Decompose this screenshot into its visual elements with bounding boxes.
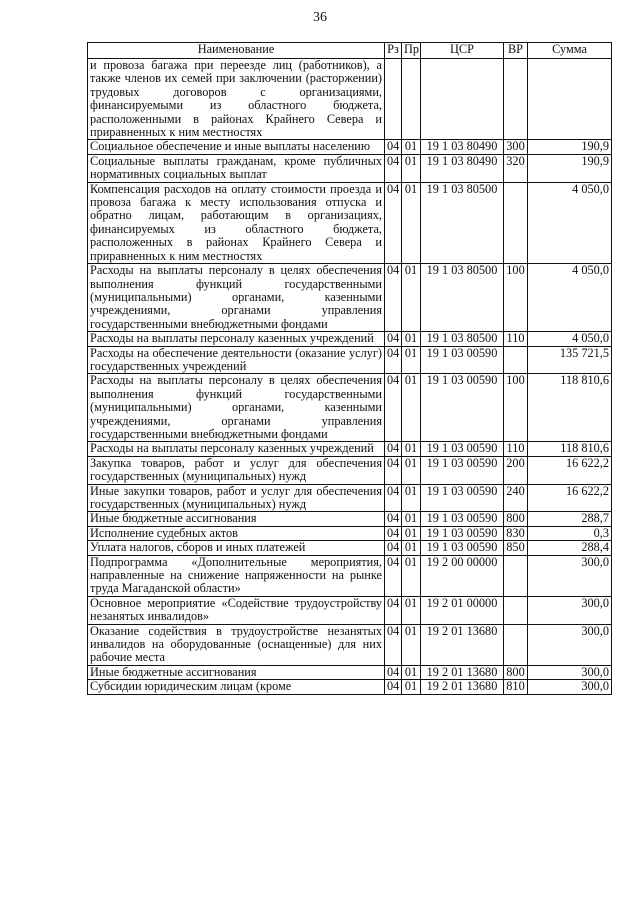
cell-rz: 04 bbox=[385, 140, 402, 154]
cell-pr: 01 bbox=[402, 555, 421, 596]
cell-name: Исполнение судебных актов bbox=[88, 526, 385, 540]
cell-pr: 01 bbox=[402, 264, 421, 332]
cell-rz bbox=[385, 59, 402, 140]
cell-csr: 19 1 03 80490 bbox=[421, 154, 504, 182]
cell-csr: 19 2 01 13680 bbox=[421, 624, 504, 665]
cell-sum: 4 050,0 bbox=[528, 264, 612, 332]
cell-csr: 19 2 01 13680 bbox=[421, 680, 504, 694]
table-row bbox=[88, 140, 612, 154]
cell-rz: 04 bbox=[385, 512, 402, 526]
table-row bbox=[88, 596, 612, 624]
cell-name: Социальное обеспечение и иные выплаты населению bbox=[88, 140, 385, 154]
table-row bbox=[88, 332, 612, 346]
cell-sum: 190,9 bbox=[528, 154, 612, 182]
cell-sum: 300,0 bbox=[528, 665, 612, 679]
header-sum: Сумма bbox=[528, 43, 612, 59]
cell-pr: 01 bbox=[402, 456, 421, 484]
cell-sum: 118 810,6 bbox=[528, 442, 612, 456]
cell-vr: 830 bbox=[504, 526, 528, 540]
table-row bbox=[88, 154, 612, 182]
cell-pr: 01 bbox=[402, 182, 421, 263]
cell-csr: 19 1 03 00590 bbox=[421, 456, 504, 484]
header-name: Наименование bbox=[88, 43, 385, 59]
cell-vr: 110 bbox=[504, 332, 528, 346]
cell-pr: 01 bbox=[402, 680, 421, 694]
cell-vr bbox=[504, 59, 528, 140]
cell-pr: 01 bbox=[402, 624, 421, 665]
cell-rz: 04 bbox=[385, 624, 402, 665]
cell-csr: 19 1 03 00590 bbox=[421, 484, 504, 512]
cell-name: Расходы на обеспечение деятельности (оказание услуг) государственных учреждений bbox=[88, 346, 385, 374]
cell-name: и провоза багажа при переезде лиц (работников), а также членов их семей при заключении (расторжении) трудовых договоров с организациями, финансируемыми из областного бюджета, расположенными в районах Крайнего Севера и приравненных к ним местностях bbox=[88, 59, 385, 140]
cell-pr: 01 bbox=[402, 526, 421, 540]
cell-sum: 190,9 bbox=[528, 140, 612, 154]
cell-pr: 01 bbox=[402, 140, 421, 154]
cell-csr: 19 1 03 00590 bbox=[421, 442, 504, 456]
cell-vr: 110 bbox=[504, 442, 528, 456]
cell-rz: 04 bbox=[385, 346, 402, 374]
cell-pr: 01 bbox=[402, 512, 421, 526]
cell-rz: 04 bbox=[385, 541, 402, 555]
cell-csr: 19 1 03 00590 bbox=[421, 512, 504, 526]
cell-pr: 01 bbox=[402, 484, 421, 512]
table-row bbox=[88, 541, 612, 555]
cell-sum: 4 050,0 bbox=[528, 332, 612, 346]
cell-pr: 01 bbox=[402, 154, 421, 182]
cell-name: Расходы на выплаты персоналу в целях обеспечения выполнения функций государственными (муниципальными) органами, казенными учреждениями, органами управления государственными внебюджетными фондами bbox=[88, 374, 385, 442]
cell-pr: 01 bbox=[402, 346, 421, 374]
header-vr: ВР bbox=[504, 43, 528, 59]
page-number: 36 bbox=[313, 10, 327, 25]
cell-vr: 800 bbox=[504, 512, 528, 526]
cell-vr: 200 bbox=[504, 456, 528, 484]
cell-rz: 04 bbox=[385, 154, 402, 182]
header-csr: ЦСР bbox=[421, 43, 504, 59]
cell-vr bbox=[504, 346, 528, 374]
cell-csr: 19 1 03 00590 bbox=[421, 526, 504, 540]
cell-csr: 19 2 00 00000 bbox=[421, 555, 504, 596]
table-row bbox=[88, 264, 612, 332]
cell-pr bbox=[402, 59, 421, 140]
table-row bbox=[88, 680, 612, 694]
cell-name: Подпрограмма «Дополнительные мероприятия, направленные на снижение напряженности на рынке труда Магаданской области» bbox=[88, 555, 385, 596]
cell-csr: 19 1 03 00590 bbox=[421, 346, 504, 374]
cell-rz: 04 bbox=[385, 374, 402, 442]
cell-vr: 300 bbox=[504, 140, 528, 154]
cell-rz: 04 bbox=[385, 596, 402, 624]
cell-name: Иные бюджетные ассигнования bbox=[88, 665, 385, 679]
cell-vr: 100 bbox=[504, 374, 528, 442]
header-pr: Пр bbox=[402, 43, 421, 59]
table-row bbox=[88, 182, 612, 263]
cell-rz: 04 bbox=[385, 484, 402, 512]
cell-vr: 850 bbox=[504, 541, 528, 555]
cell-pr: 01 bbox=[402, 541, 421, 555]
cell-pr: 01 bbox=[402, 332, 421, 346]
cell-rz: 04 bbox=[385, 182, 402, 263]
cell-name: Социальные выплаты гражданам, кроме публичных нормативных социальных выплат bbox=[88, 154, 385, 182]
cell-rz: 04 bbox=[385, 332, 402, 346]
table-row bbox=[88, 374, 612, 442]
cell-rz: 04 bbox=[385, 665, 402, 679]
cell-name: Закупка товаров, работ и услуг для обеспечения государственных (муниципальных) нужд bbox=[88, 456, 385, 484]
cell-rz: 04 bbox=[385, 264, 402, 332]
cell-csr: 19 2 01 13680 bbox=[421, 665, 504, 679]
cell-name: Расходы на выплаты персоналу в целях обеспечения выполнения функций государственными (муниципальными) органами, казенными учреждениями, органами управления государственными внебюджетными фондами bbox=[88, 264, 385, 332]
cell-sum: 16 622,2 bbox=[528, 456, 612, 484]
cell-rz: 04 bbox=[385, 456, 402, 484]
cell-csr: 19 1 03 00590 bbox=[421, 541, 504, 555]
cell-name: Основное мероприятие «Содействие трудоустройству незанятых инвалидов» bbox=[88, 596, 385, 624]
cell-name: Оказание содействия в трудоустройстве незанятых инвалидов на оборудованные (оснащенные) для них рабочие места bbox=[88, 624, 385, 665]
table-row bbox=[88, 665, 612, 679]
cell-pr: 01 bbox=[402, 665, 421, 679]
table-row bbox=[88, 442, 612, 456]
cell-vr bbox=[504, 596, 528, 624]
table-row bbox=[88, 555, 612, 596]
cell-rz: 04 bbox=[385, 442, 402, 456]
cell-vr: 320 bbox=[504, 154, 528, 182]
table-row bbox=[88, 624, 612, 665]
cell-sum: 300,0 bbox=[528, 680, 612, 694]
table-row bbox=[88, 512, 612, 526]
table-row bbox=[88, 59, 612, 140]
cell-vr bbox=[504, 624, 528, 665]
cell-name: Компенсация расходов на оплату стоимости проезда и провоза багажа к месту использования отпуска и обратно лицам, работающим в организациях, финансируемых из областного бюджета, расположенных в районах Крайнего Севера и приравненных к ним местностях bbox=[88, 182, 385, 263]
cell-sum: 4 050,0 bbox=[528, 182, 612, 263]
table-row bbox=[88, 346, 612, 374]
table-header-row bbox=[88, 43, 612, 59]
cell-sum: 300,0 bbox=[528, 596, 612, 624]
cell-sum: 0,3 bbox=[528, 526, 612, 540]
table-row bbox=[88, 526, 612, 540]
cell-rz: 04 bbox=[385, 555, 402, 596]
cell-sum: 300,0 bbox=[528, 555, 612, 596]
cell-pr: 01 bbox=[402, 374, 421, 442]
cell-csr: 19 1 03 80500 bbox=[421, 264, 504, 332]
cell-sum bbox=[528, 59, 612, 140]
cell-vr: 800 bbox=[504, 665, 528, 679]
cell-csr: 19 1 03 80490 bbox=[421, 140, 504, 154]
cell-csr: 19 2 01 00000 bbox=[421, 596, 504, 624]
cell-name: Расходы на выплаты персоналу казенных учреждений bbox=[88, 332, 385, 346]
cell-csr: 19 1 03 80500 bbox=[421, 332, 504, 346]
cell-name: Иные закупки товаров, работ и услуг для обеспечения государственных (муниципальных) нужд bbox=[88, 484, 385, 512]
cell-name: Иные бюджетные ассигнования bbox=[88, 512, 385, 526]
cell-vr bbox=[504, 182, 528, 263]
cell-name: Расходы на выплаты персоналу казенных учреждений bbox=[88, 442, 385, 456]
cell-csr: 19 1 03 00590 bbox=[421, 374, 504, 442]
table-row bbox=[88, 484, 612, 512]
table-row bbox=[88, 456, 612, 484]
cell-rz: 04 bbox=[385, 526, 402, 540]
cell-sum: 300,0 bbox=[528, 624, 612, 665]
budget-table bbox=[87, 42, 612, 695]
cell-pr: 01 bbox=[402, 442, 421, 456]
header-rz: Рз bbox=[385, 43, 402, 59]
cell-vr: 100 bbox=[504, 264, 528, 332]
cell-vr bbox=[504, 555, 528, 596]
cell-vr: 810 bbox=[504, 680, 528, 694]
cell-pr: 01 bbox=[402, 596, 421, 624]
cell-name: Субсидии юридическим лицам (кроме bbox=[88, 680, 385, 694]
cell-sum: 135 721,5 bbox=[528, 346, 612, 374]
cell-name: Уплата налогов, сборов и иных платежей bbox=[88, 541, 385, 555]
cell-vr: 240 bbox=[504, 484, 528, 512]
cell-csr: 19 1 03 80500 bbox=[421, 182, 504, 263]
cell-csr bbox=[421, 59, 504, 140]
cell-rz: 04 bbox=[385, 680, 402, 694]
cell-sum: 16 622,2 bbox=[528, 484, 612, 512]
cell-sum: 288,4 bbox=[528, 541, 612, 555]
cell-sum: 118 810,6 bbox=[528, 374, 612, 442]
cell-sum: 288,7 bbox=[528, 512, 612, 526]
